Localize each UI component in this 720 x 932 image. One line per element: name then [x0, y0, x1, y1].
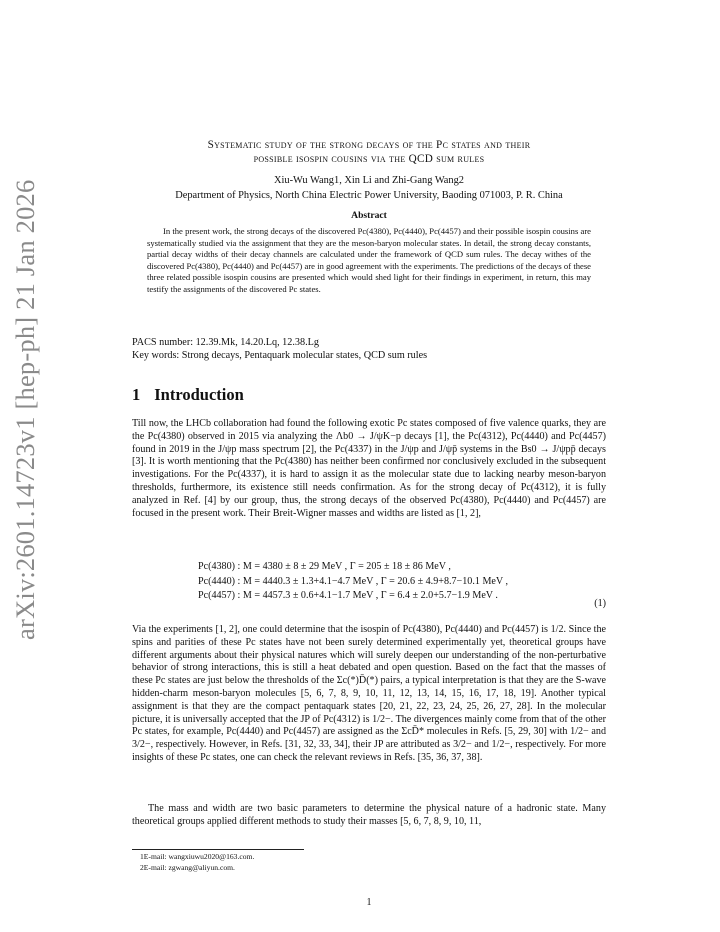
abstract-heading: Abstract [351, 210, 387, 221]
section-heading [132, 385, 244, 405]
paragraph-2 [132, 624, 606, 765]
equation-row-3: Pc(4457) : M = 4457.3 ± 0.6+4.1−1.7 MeV , Γ = 6.4 ± 2.0+5.7−1.9 MeV . [198, 590, 498, 601]
authors: Xiu-Wu Wang1, Xin Li and Zhi-Gang Wang2 [273, 175, 464, 186]
equation-block [198, 560, 606, 604]
paragraph-3 [132, 803, 606, 829]
page-number: 1 [366, 897, 372, 908]
paragraph-1 [132, 418, 606, 520]
abstract [147, 226, 591, 296]
abstract-text: In the present work, the strong decays of the discovered Pc(4380), Pc(4440), Pc(4457) and their possible isospin cousins are systematically studied via the assignment that they are the meson-baryon molecular states. In detail, the strong decay constants, partial decay widths of their decay channels are calculated under the framework of QCD sum rules. The decay withes of the discovered Pc(4380), Pc(4440) and Pc(4457) are in good agreement with the experiments. The predictions of the decays of these three related possible isospin cousins are presented which would shed light for their findings in experiment, in return, this may testify the assignments of the discovered Pc states. [147, 226, 591, 294]
title-line-2: possible isospin cousins via the QCD sum rules [253, 153, 485, 165]
paragraph-2-text: Via the experiments [1, 2], one could determine that the isospin of Pc(4380), Pc(4440) and Pc(4457) is 1/2. Since the spins and parities of these Pc states have not been surely determined experimentally yet, theoretical groups have different arguments about their physical natures which will surely deepen our understanding of the non-perturbative behavior of strong interactions, this is still a heat debated and open question. Based on the fact that the masses of these Pc states are just below the thresholds of the Σc(*)D̄(*) pairs, a typical interpretation is that they are the S-wave hidden-charm meson-baryon molecules [5, 6, 7, 8, 9, 10, 11, 12, 13, 14, 15, 16, 17, 18, 19]. Another typical assignment is that they are the compact pentaquark states [20, 21, 22, 23, 24, 25, 26, 27, 28]. In the molecular picture, it is universally accepted that the JP of Pc(4312) is 1/2−. The divergences mainly come from that of the other Pc states, for example, Pc(4440) and Pc(4457) are assigned as the ΣcD̄* molecules in Refs. [5, 29, 30] with 1/2− and 3/2−, respectively. However, in Refs. [31, 32, 33, 34], their JP are attributed as 3/2− and 1/2−, respectively. For more insights of these Pc states, one can check the relevant reviews in Refs. [35, 36, 37, 38]. [132, 624, 606, 763]
footnotes [132, 852, 254, 873]
paper-title [132, 138, 606, 166]
paragraph-3-text: The mass and width are two basic parameters to determine the physical nature of a hadronic state. Many theoretical groups applied different methods to study their masses [5, 6, 7, 8, 9, 10, 11, [132, 803, 606, 827]
footnote-2: 2E-mail: zgwang@aliyun.com. [140, 862, 235, 872]
pacs-keywords [132, 336, 427, 362]
footnote-1: 1E-mail: wangxiuwu2020@163.com. [140, 852, 255, 861]
section-title: Introduction [154, 385, 244, 404]
arxiv-stamp: arXiv:2601.14723v1 [hep-ph] 21 Jan 2026 [10, 179, 40, 640]
pacs-numbers: PACS number: 12.39.Mk, 14.20.Lq, 12.38.Lg [132, 337, 319, 348]
title-line-1: Systematic study of the strong decays of the Pc states and their [207, 139, 531, 151]
section-number: 1 [132, 385, 141, 404]
equation-number: (1) [594, 598, 606, 609]
keywords: Key words: Strong decays, Pentaquark molecular states, QCD sum rules [132, 350, 428, 361]
paragraph-1-text: Till now, the LHCb collaboration had found the following exotic Pc states composed of five valence quarks, they are the Pc(4380) observed in 2015 via analyzing the Λb0 → J/ψK−p decays [1], the Pc(4312), Pc(4440) and Pc(4457) found in 2019 in the J/ψp mass spectrum [2], the Pc(4337) in the J/ψp and J/ψp̄ systems in the Bs0 → J/ψpp̄ decays [3]. It is worth mentioning that the Pc(4380) has neither been confirmed nor conclusively excluded in the subsequent investigations. For the Pc(4337), it is hard to assign it as the molecular state due to lacking nearby meson-baryon thresholds, furthermore, its existence still needs confirmation. As for the strong decay of Pc(4312), it is fully analyzed in Ref. [4] by our group, thus, the strong decays of the observed Pc(4380), Pc(4440) and Pc(4457) are focused in the present work. Their Breit-Wigner masses and widths are listed as [1, 2], [132, 418, 606, 519]
affiliation: Department of Physics, North China Electric Power University, Baoding 071003, P. R. China [175, 190, 563, 201]
equation-row-1: Pc(4380) : M = 4380 ± 8 ± 29 MeV , Γ = 205 ± 18 ± 86 MeV , [198, 561, 451, 572]
footnote-rule [132, 849, 304, 850]
equation-row-2: Pc(4440) : M = 4440.3 ± 1.3+4.1−4.7 MeV , Γ = 20.6 ± 4.9+8.7−10.1 MeV , [198, 575, 509, 587]
